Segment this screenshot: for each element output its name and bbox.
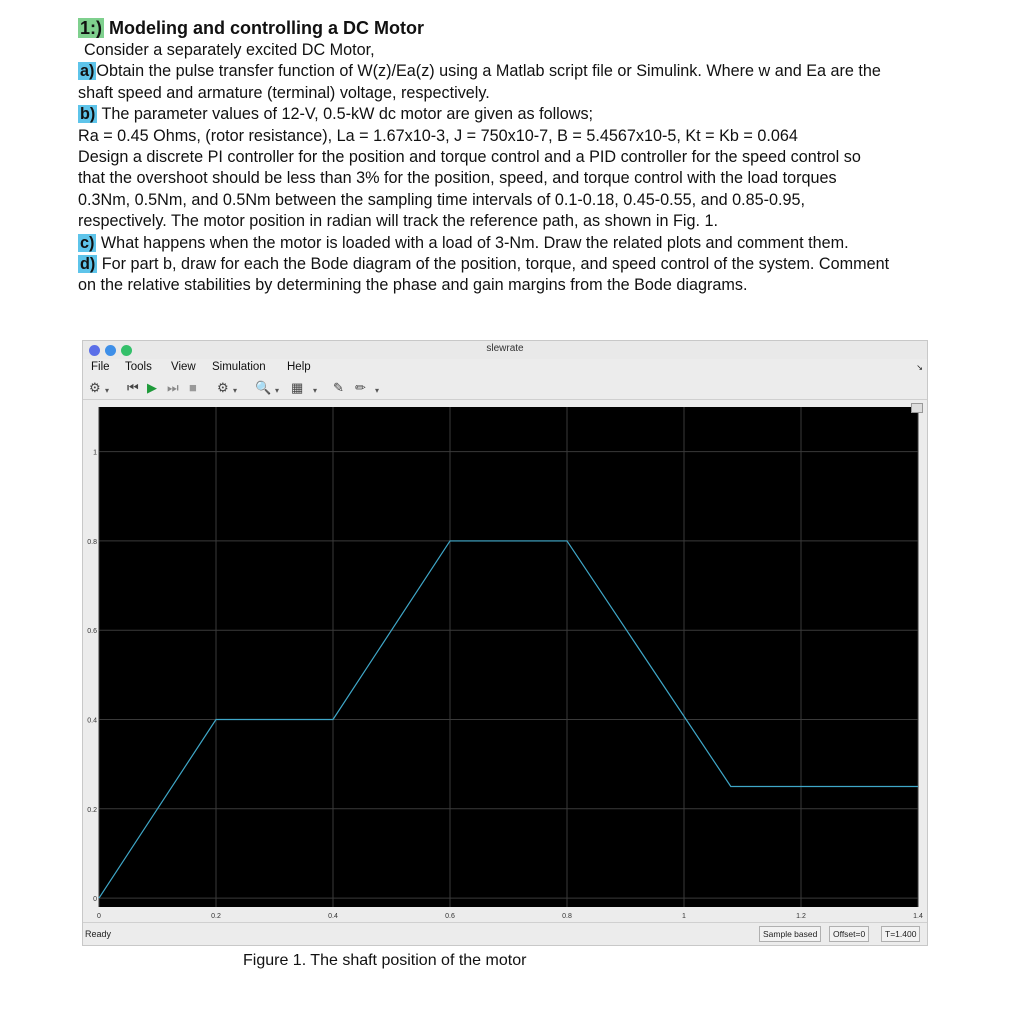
scope-toolbar — [83, 377, 927, 400]
menu-tools[interactable]: Tools — [125, 361, 152, 373]
x-tick-label: 0.4 — [328, 913, 338, 920]
part-d — [78, 254, 978, 275]
y-tick-label: 0.4 — [87, 717, 97, 725]
question-text — [78, 16, 978, 297]
window-titlebar — [83, 341, 927, 359]
x-tick-label: 1.2 — [796, 913, 806, 920]
x-tick-label: 1.4 — [913, 913, 923, 920]
figure-caption: Figure 1. The shaft position of the motor — [243, 952, 527, 969]
y-tick-label: 0.6 — [87, 628, 97, 636]
x-tick-label: 0.8 — [562, 913, 572, 920]
window-title: slewrate — [486, 343, 524, 354]
x-tick-label: 1 — [682, 913, 686, 920]
part-b-label: b) — [80, 105, 96, 124]
y-tick-label: 0.8 — [87, 538, 97, 546]
part-b-text-5: respectively. The motor position in radian will track the reference path, as shown in Fig. 1. — [78, 212, 719, 231]
question-heading — [78, 16, 978, 40]
scope-window — [82, 340, 928, 946]
step-forward-icon[interactable]: ⏭ — [167, 380, 179, 395]
dropdown-icon[interactable]: ▾ — [313, 386, 318, 395]
menu-help[interactable]: Help — [287, 361, 311, 373]
question-number: 1:) — [80, 18, 102, 38]
style-icon[interactable]: ✎ — [333, 380, 344, 395]
y-tick-label: 0.2 — [87, 806, 97, 814]
status-sample-mode: Sample based — [759, 926, 821, 942]
scope-chart — [83, 401, 929, 921]
plot-background — [99, 407, 918, 907]
menu-view[interactable]: View — [171, 361, 196, 373]
y-tick-label: 0 — [93, 896, 97, 904]
part-c-label: c) — [80, 233, 95, 252]
part-d-label: d) — [80, 255, 96, 274]
part-b-text: The parameter values of 12-V, 0.5-kW dc motor are given as follows; — [101, 105, 594, 124]
part-a-label: a) — [80, 62, 95, 81]
part-a — [78, 61, 978, 82]
question-title: Modeling and controlling a DC Motor — [109, 18, 424, 38]
part-d-text: For part b, draw for each the Bode diagram of the position, torque, and speed control of the system. Comment — [101, 255, 890, 274]
stop-icon[interactable]: ■ — [189, 380, 197, 395]
undock-icon[interactable] — [911, 403, 923, 413]
fit-icon[interactable]: ▦ — [291, 380, 304, 395]
part-b-text-2: Design a discrete PI controller for the position and torque control and a PID controller for the speed control so — [78, 148, 861, 167]
scope-plot-area — [83, 401, 929, 921]
part-b-text-4: 0.3Nm, 0.5Nm, and 0.5Nm between the sampling time intervals of 0.1-0.18, 0.45-0.55, and 0.85-0.95, — [78, 190, 806, 209]
gear-icon[interactable]: ⚙ — [89, 380, 101, 395]
part-c — [78, 233, 978, 254]
y-tick-label: 1 — [93, 449, 97, 457]
part-a-text: Obtain the pulse transfer function of W(z)/Ea(z) using a Matlab script file or Simulink. Where w and Ea are the — [96, 62, 881, 81]
part-d-text-2: on the relative stabilities by determining the phase and gain margins from the Bode diagrams. — [78, 276, 748, 295]
dropdown-icon[interactable]: ▾ — [233, 386, 238, 395]
toolbar-overflow-icon[interactable]: ↘ — [916, 363, 923, 372]
edit-icon[interactable]: ✏ — [355, 380, 366, 395]
part-b-text-3: that the overshoot should be less than 3% for the position, speed, and torque control with the load torques — [78, 169, 837, 188]
run-icon[interactable]: ▶ — [147, 380, 157, 395]
menu-bar — [83, 359, 927, 377]
intro-text: Consider a separately excited DC Motor, — [84, 41, 375, 59]
highlight-icon[interactable]: ⚙ — [217, 380, 229, 395]
part-b-params: Ra = 0.45 Ohms, (rotor resistance), La = 1.67x10-3, J = 750x10-7, B = 5.4567x10-5, Kt = Kb = 0.064 — [78, 126, 798, 145]
zoom-icon[interactable]: 🔍 — [255, 380, 272, 395]
status-bar — [83, 922, 927, 945]
menu-simulation[interactable]: Simulation — [212, 361, 266, 373]
part-b — [78, 104, 978, 125]
dropdown-icon[interactable]: ▾ — [275, 386, 280, 395]
dropdown-icon[interactable]: ▾ — [105, 386, 110, 395]
x-tick-label: 0 — [97, 913, 101, 920]
menu-file[interactable]: File — [91, 361, 110, 373]
status-time: T=1.400 — [881, 926, 920, 942]
x-tick-label: 0.2 — [211, 913, 221, 920]
dropdown-icon[interactable]: ▾ — [375, 386, 380, 395]
part-a-text-2: shaft speed and armature (terminal) voltage, respectively. — [78, 83, 490, 102]
part-c-text: What happens when the motor is loaded with a load of 3-Nm. Draw the related plots and comment them. — [100, 233, 849, 252]
x-tick-label: 0.6 — [445, 913, 455, 920]
step-back-icon[interactable]: ⏮ — [127, 380, 139, 395]
status-ready: Ready — [85, 929, 112, 939]
status-offset: Offset=0 — [829, 926, 869, 942]
